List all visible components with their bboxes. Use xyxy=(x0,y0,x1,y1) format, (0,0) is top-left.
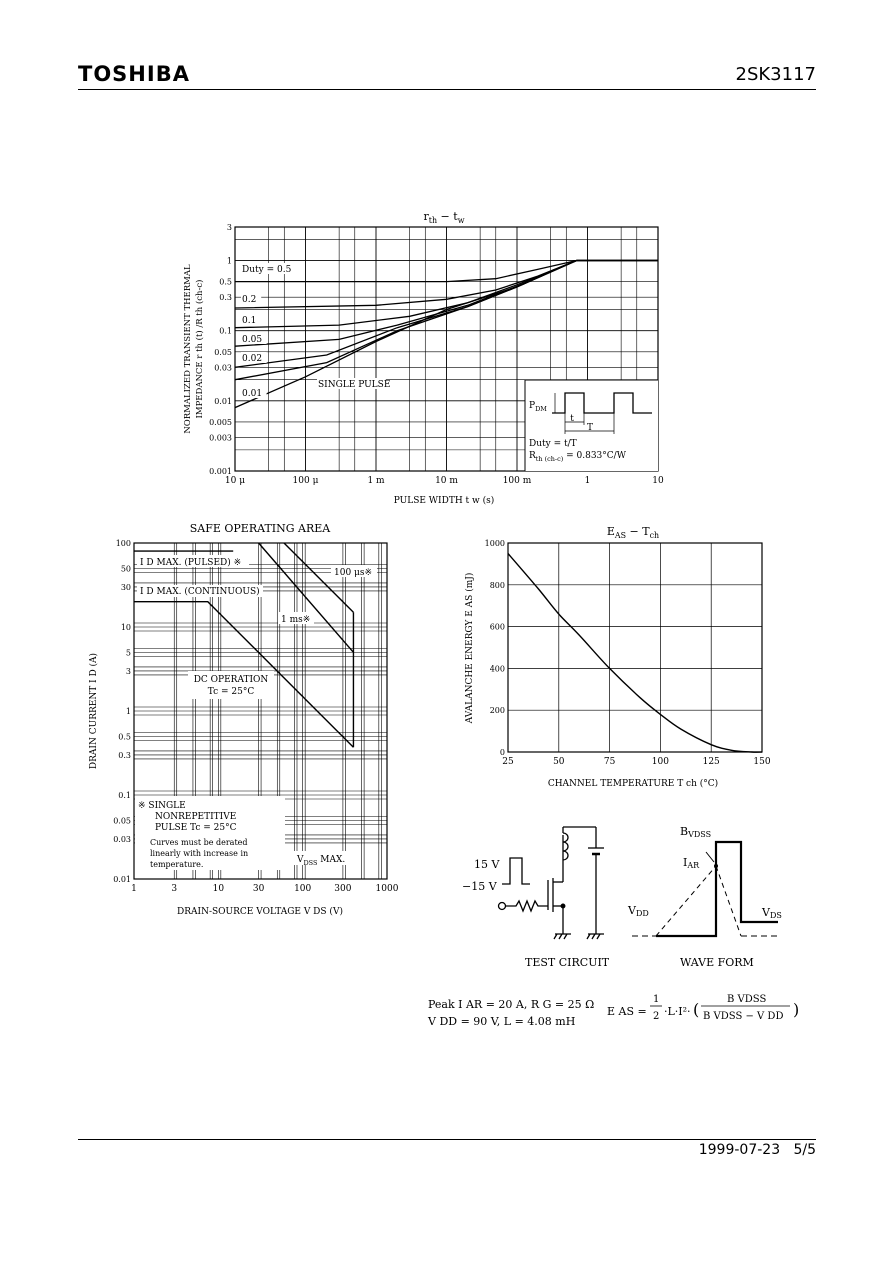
test-circuit-label: TEST CIRCUIT xyxy=(525,956,610,969)
y-tick-label: 0.05 xyxy=(113,816,131,826)
wave-form xyxy=(627,825,782,969)
svg-text:·L·I²·: ·L·I²· xyxy=(664,1005,691,1018)
annot-dc1: DC OPERATION xyxy=(193,675,269,685)
y-tick-label: 0 xyxy=(499,748,505,757)
x-tick-label: 100 μ xyxy=(292,476,319,486)
y-tick-label: 0.01 xyxy=(113,875,131,884)
x-tick-label: 3 xyxy=(171,884,178,894)
x-tick-label: 10 xyxy=(652,476,664,486)
inductor-icon xyxy=(563,833,568,860)
rth-label: $R_{th (ch-c)} = 0.833^\circ C/W$ xyxy=(529,451,626,463)
x-tick-label: 1000 xyxy=(375,884,399,894)
x-tick-label: 1 m xyxy=(367,476,385,486)
series-label: 0.2 xyxy=(242,295,257,305)
series-label: 0.1 xyxy=(242,316,257,326)
y-tick-label: 1 xyxy=(226,256,232,266)
y-tick-label: 400 xyxy=(489,664,505,674)
footer-page: 5/5 xyxy=(793,1142,816,1158)
series-line-0 xyxy=(508,554,762,753)
x-tick-label: 50 xyxy=(553,757,565,767)
annot-note1: ※ SINGLE xyxy=(138,801,186,811)
x-tick-label: 150 xyxy=(753,757,771,767)
x-axis-label: DRAIN-SOURCE VOLTAGE V DS (V) xyxy=(177,907,343,917)
y-tick-label: 0.3 xyxy=(219,293,232,303)
footer-date: 1999-07-23 xyxy=(698,1142,781,1158)
y-tick-label: 3 xyxy=(125,666,131,676)
chart-title: $E_{AS} - T_{ch}$ xyxy=(606,525,660,540)
wave-form-label: WAVE FORM xyxy=(680,956,754,969)
x-tick-label: 100 m xyxy=(502,476,532,486)
y-axis-label: DRAIN CURRENT I D (A) xyxy=(89,652,99,770)
annot-id_pulsed: I D MAX. (PULSED) ※ xyxy=(140,558,242,568)
x-tick-label: 10 m xyxy=(435,476,458,486)
series-label: SINGLE PULSE xyxy=(318,380,391,390)
eas-chart xyxy=(464,525,771,789)
y-tick-label: 0.05 xyxy=(214,347,232,357)
y-tick-label: 0.5 xyxy=(219,277,232,287)
y-tick-label: 5 xyxy=(125,648,131,658)
iar-label: IAR xyxy=(683,856,700,870)
y-tick-label: 600 xyxy=(489,622,505,632)
svg-text:1: 1 xyxy=(653,994,660,1005)
chart-title: SAFE OPERATING AREA xyxy=(189,522,331,535)
y-axis-label-2: IMPEDANCE r th (t) /R th (ch-c) xyxy=(195,279,205,419)
y-tick-label: 0.1 xyxy=(219,326,232,336)
y-tick-label: 200 xyxy=(489,706,505,716)
test-circuit xyxy=(462,827,610,969)
x-axis-label: PULSE WIDTH t w (s) xyxy=(393,496,495,506)
x-tick-label: 100 xyxy=(294,884,312,894)
T-label: T xyxy=(586,423,594,433)
current-ramp-up xyxy=(656,866,716,936)
current-ramp-down xyxy=(716,866,741,936)
y-tick-label: 3 xyxy=(226,223,232,232)
ground-icon xyxy=(554,934,571,939)
annot-note2: NONREPETITIVE xyxy=(155,812,237,822)
annot-id_cont: I D MAX. (CONTINUOUS) xyxy=(140,587,260,597)
vds-waveform xyxy=(656,842,778,936)
circuit-vneg: −15 V xyxy=(462,880,497,893)
annot-ms1: 1 ms※ xyxy=(281,615,311,625)
x-tick-label: 30 xyxy=(252,884,265,894)
series-label: 0.05 xyxy=(242,335,263,345)
bvdss-label: BVDSS xyxy=(680,825,712,839)
gate-pulse xyxy=(502,858,530,884)
x-tick-label: 75 xyxy=(603,757,616,767)
x-tick-label: 100 xyxy=(651,757,669,767)
vdd-label: VDD xyxy=(628,904,649,918)
part-number: 2SK3117 xyxy=(735,64,816,85)
y-tick-label: 0.003 xyxy=(209,433,232,443)
rth-chart xyxy=(183,210,664,506)
y-tick-label: 0.01 xyxy=(214,396,232,406)
y-axis-label: AVALANCHE ENERGY E AS (mJ) xyxy=(465,572,475,724)
y-tick-label: 800 xyxy=(489,580,505,590)
chart-title: $r_{th} - t_w$ xyxy=(423,210,465,225)
annot-note4: Curves must be derated xyxy=(150,838,248,847)
y-tick-label: 1000 xyxy=(484,539,505,548)
x-tick-label: 1 xyxy=(584,476,591,486)
y-tick-label: 30 xyxy=(120,582,131,592)
soa-chart xyxy=(88,522,399,917)
x-axis-label: CHANNEL TEMPERATURE T ch (°C) xyxy=(547,779,719,789)
y-tick-label: 10 xyxy=(120,623,131,632)
y-tick-label: 0.001 xyxy=(209,467,232,476)
y-tick-label: 1 xyxy=(125,707,131,716)
y-tick-label: 0.005 xyxy=(209,417,232,427)
vds-label: VDS xyxy=(762,906,782,920)
svg-text:B VDSS − V DD: B VDSS − V DD xyxy=(703,1011,784,1022)
series-label: Duty = 0.5 xyxy=(242,265,292,275)
circuit-vpos: 15 V xyxy=(474,858,500,871)
series-label: 0.01 xyxy=(242,389,263,399)
x-tick-label: 125 xyxy=(702,757,720,767)
plot-frame xyxy=(508,543,762,752)
series-label: 0.02 xyxy=(242,354,263,364)
svg-text:2: 2 xyxy=(653,1011,660,1022)
ground-icon xyxy=(587,934,604,939)
svg-text:B VDSS: B VDSS xyxy=(727,994,767,1005)
annot-note6: temperature. xyxy=(150,860,204,869)
t-label: t xyxy=(570,414,574,424)
y-tick-label: 0.03 xyxy=(214,363,232,373)
annot-note5: linearly with increase in xyxy=(150,849,249,858)
y-tick-label: 0.03 xyxy=(113,834,131,844)
pdm-label: $P_{DM}$ xyxy=(529,401,547,413)
x-tick-label: 1 xyxy=(131,884,137,894)
x-tick-label: 300 xyxy=(334,884,352,894)
svg-text:(: ( xyxy=(693,1000,700,1019)
gate-terminal xyxy=(499,903,506,910)
y-tick-label: 0.3 xyxy=(118,750,131,760)
y-tick-label: 100 xyxy=(115,539,131,548)
x-tick-label: 10 xyxy=(212,884,225,894)
brand-logo: TOSHIBA xyxy=(78,62,190,86)
y-tick-label: 0.5 xyxy=(118,732,131,742)
duty-label: Duty = t/T xyxy=(529,439,577,449)
formula-line2: V DD = 90 V, L = 4.08 mH xyxy=(428,1015,576,1028)
y-tick-label: 0.1 xyxy=(118,791,131,800)
annot-dc2: Tc = 25°C xyxy=(207,687,255,697)
formula xyxy=(427,994,799,1028)
formula-eas: E AS = xyxy=(607,1005,647,1018)
x-tick-label: 25 xyxy=(502,757,514,767)
annot-note3: PULSE Tc = 25°C xyxy=(155,823,237,833)
y-tick-label: 50 xyxy=(120,564,131,574)
svg-text:): ) xyxy=(793,1000,800,1019)
x-tick-label: 10 μ xyxy=(224,476,246,486)
annot-us100: 100 μs※ xyxy=(334,568,373,578)
gate-resistor xyxy=(506,901,548,911)
vdss-label: $V_{DSS}$ MAX. xyxy=(297,855,346,867)
formula-line1: Peak I AR = 20 A, R G = 25 Ω xyxy=(428,998,595,1011)
y-axis-label-1: NORMALIZED TRANSIENT THERMAL xyxy=(183,264,193,434)
